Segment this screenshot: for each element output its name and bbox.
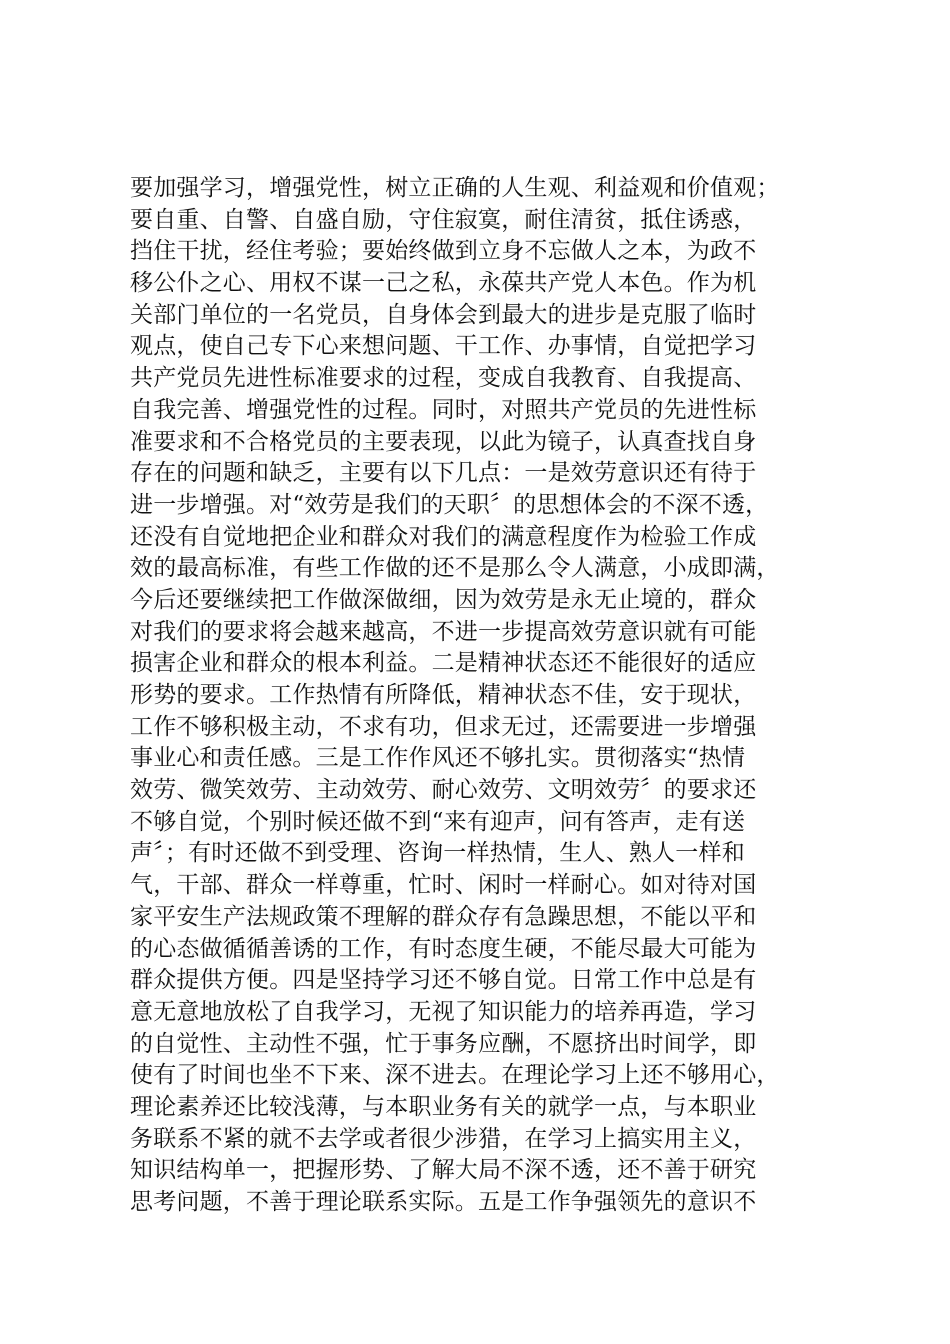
text-line: 使有了时间也坐不下来、深不进去。在理论学习上还不够用心， <box>130 1062 780 1089</box>
text-line: 观点，使自己专下心来想问题、干工作、办事情，自觉把学习 <box>130 333 757 360</box>
text-line: 准要求和不合格党员的主要表现，以此为镜子，认真查找自身 <box>130 428 757 455</box>
text-line: 事业心和责任感。三是工作作风还不够扎实。贯彻落实“热情 <box>130 745 746 772</box>
text-line: 效劳、微笑效劳、主动效劳、耐心效劳、文明效劳〞的要求还 <box>130 777 757 804</box>
text-line: 要加强学习，增强党性，树立正确的人生观、利益观和价值观； <box>130 175 780 201</box>
text-line: 不够自觉，个别时候还做不到“来有迎声，问有答声，走有送 <box>130 808 746 835</box>
text-line: 关部门单位的一名党员，自身体会到最大的进步是克服了临时 <box>130 301 757 328</box>
text-line: 自我完善、增强党性的过程。同时，对照共产党员的先进性标 <box>130 396 757 423</box>
text-line: 要自重、自警、自盛自励，守住寂寞，耐住清贫，抵住诱惑， <box>130 206 757 233</box>
text-line: 理论素养还比较浅薄，与本职业务有关的就学一点，与本职业 <box>130 1093 757 1120</box>
text-line: 效的最高标准，有些工作做的还不是那么令人满意，小成即满， <box>130 555 780 582</box>
text-line: 进一步增强。对“效劳是我们的天职〞的思想体会的不深不透， <box>130 491 769 518</box>
text-line: 移公仆之心、用权不谋一己之私，永葆共产党人本色。作为机 <box>130 270 757 297</box>
text-line: 声〞；有时还做不到受理、咨询一样热情，生人、熟人一样和 <box>130 840 745 867</box>
text-line: 群众提供方便。四是坚持学习还不够自觉。日常工作中总是有 <box>130 967 757 994</box>
text-line: 务联系不紧的就不去学或者很少涉猎，在学习上搞实用主义， <box>130 1125 757 1152</box>
text-line: 共产党员先进性标准要求的过程，变成自我教育、自我提高、 <box>130 365 757 392</box>
text-line: 家平安生产法规政策不理解的群众存有急躁思想，不能以平和 <box>130 903 757 930</box>
text-line: 存在的问题和缺乏，主要有以下几点：一是效劳意识还有待于 <box>130 460 757 487</box>
text-line: 气，干部、群众一样尊重，忙时、闲时一样耐心。如对待对国 <box>130 872 757 899</box>
text-line: 思考问题，不善于理论联系实际。五是工作争强领先的意识不 <box>130 1189 757 1215</box>
text-line: 还没有自觉地把企业和群众对我们的满意程度作为检验工作成 <box>130 523 757 550</box>
text-line: 的自觉性、主动性不强，忙于事务应酬，不愿挤出时间学，即 <box>130 1030 757 1057</box>
text-line: 对我们的要求将会越来越高，不进一步提高效劳意识就有可能 <box>130 618 757 645</box>
text-line: 今后还要继续把工作做深做细，因为效劳是永无止境的，群众 <box>130 586 757 613</box>
text-line: 工作不够积极主动，不求有功，但求无过，还需要进一步增强 <box>130 713 757 740</box>
text-line: 的心态做循循善诱的工作，有时态度生硬，不能尽最大可能为 <box>130 935 757 962</box>
text-line: 损害企业和群众的根本利益。二是精神状态还不能很好的适应 <box>130 650 757 677</box>
text-line: 形势的要求。工作热情有所降低，精神状态不佳，安于现状， <box>130 682 757 708</box>
body-text <box>130 173 850 1219</box>
text-line: 知识结构单一，把握形势、了解大局不深不透，还不善于研究 <box>130 1157 757 1184</box>
text-line: 意无意地放松了自我学习，无视了知识能力的培养再造，学习 <box>130 998 757 1025</box>
text-line: 挡住干扰，经住考验；要始终做到立身不忘做人之本，为政不 <box>130 238 757 265</box>
